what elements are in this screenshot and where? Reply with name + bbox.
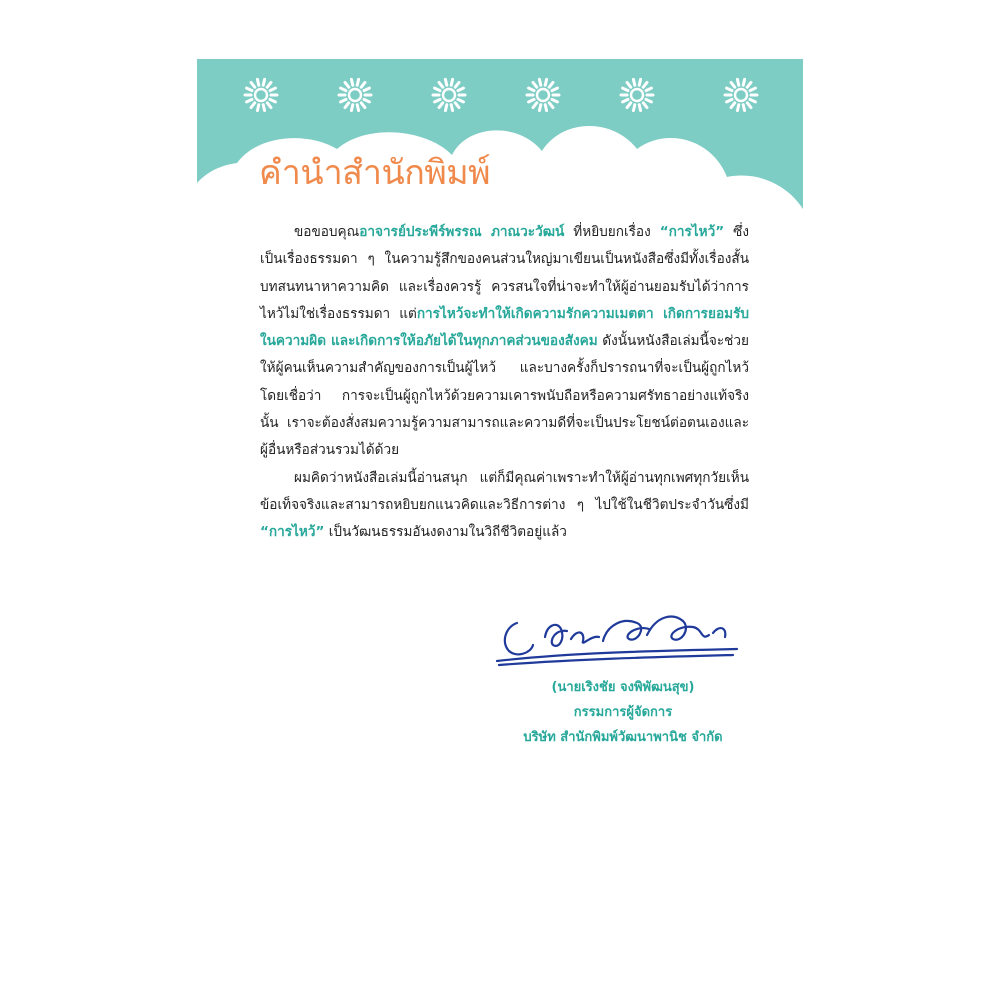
sun-ray	[263, 105, 264, 111]
signer-company: บริษัท สำนักพิมพ์วัฒนาพานิช จำกัด	[523, 730, 723, 745]
sun-ray	[545, 105, 546, 111]
sun-ray	[639, 79, 640, 85]
sun-ray	[257, 105, 258, 111]
sun-ray	[257, 79, 258, 85]
sun-ray	[737, 105, 738, 111]
page-title: คำนำสำนักพิมพ์	[259, 153, 491, 193]
sun-ray	[539, 105, 540, 111]
signature-block	[463, 675, 783, 750]
sun-ray	[639, 105, 640, 111]
signature-image	[487, 595, 747, 675]
signer-name: (นายเริงชัย จงพิพัฒนสุข)	[551, 680, 695, 695]
sun-ray	[351, 79, 352, 85]
body-text: ผมคิดว่าหนังสือเล่มนี้อ่านสนุก แต่ก็มีคุณค่าเพราะทำให้ผู้อ่านทุกเพศทุกวัยเห็นข้อเท็จจริงและสามารถหยิบยกแนวคิดและวิธีการต่าง ๆ ไปใช้ในชีวิตประจำวันซึ่งมี	[260, 469, 749, 513]
sun-ray	[633, 105, 634, 111]
sun-ray	[351, 105, 352, 111]
highlighted-text: การไหว้จะทำให้เกิดความรักความเมตตา เกิดการยอมรับในความผิด และเกิดการให้อภัยได้ในทุกภาคส่วนของสังคม	[260, 305, 749, 350]
sun-ray	[445, 105, 446, 111]
body-text: ซึ่งเป็นเรื่องธรรมดา ๆ ในความรู้สึกของคนส่วนใหญ่มาเขียนเป็นหนังสือซึ่งมีทั้งเรื่องสั้น บทสนทนาหาความคิด และเรื่องควรรู้ ควรสนใจที่น่าจะทำให้ผู้อ่านยอมรับได้ว่าการไหว้ไม่ใช่เรื่องธรรมดา แต่	[260, 224, 749, 322]
body-text: ขอขอบคุณ	[294, 224, 360, 240]
sun-ray	[263, 79, 264, 85]
sun-ray	[357, 79, 358, 85]
signer-position: กรรมการผู้จัดการ	[573, 705, 673, 720]
highlighted-text: อาจารย์ประพีร์พรรณ ภาณวะวัฒน์	[359, 224, 565, 240]
highlighted-text: “การไหว้”	[260, 524, 325, 541]
preface-body	[260, 219, 749, 547]
highlighted-text: “การไหว้”	[659, 224, 725, 240]
sun-ray	[451, 105, 452, 111]
sun-ray	[545, 79, 546, 85]
sun-ray	[539, 79, 540, 85]
sun-ray	[633, 79, 634, 85]
sun-ray	[743, 105, 744, 111]
paragraph-2	[260, 465, 749, 547]
paragraph-1	[260, 219, 749, 465]
body-text: ดังนั้นหนังสือเล่มนี้จะช่วยให้ผู้คนเห็นความสำคัญของการเป็นผู้ไหว้ และบางครั้งก็ปรารถนาที่จะเป็นผู้ถูกไหว้โดยเชื่อว่า การจะเป็นผู้ถูกไหว้ด้วยความเคารพนับถือหรือความศรัทธาอย่างแท้จริงนั้น เราจะต้องสั่งสมความรู้ความสามารถและความดีที่จะเป็นประโยชน์ต่อตนเองและผู้อื่นหรือส่วนรวมได้ด้วย	[260, 333, 749, 459]
sun-ray	[357, 105, 358, 111]
sun-ray	[743, 79, 744, 85]
body-text: เป็นวัฒนธรรมอันงดงามในวิถีชีวิตอยู่แล้ว	[324, 524, 567, 541]
sun-ray	[445, 79, 446, 85]
preface-page	[197, 59, 803, 939]
body-text: ที่หยิบยกเรื่อง	[564, 224, 660, 240]
sun-ray	[451, 79, 452, 85]
sun-ray	[737, 79, 738, 85]
